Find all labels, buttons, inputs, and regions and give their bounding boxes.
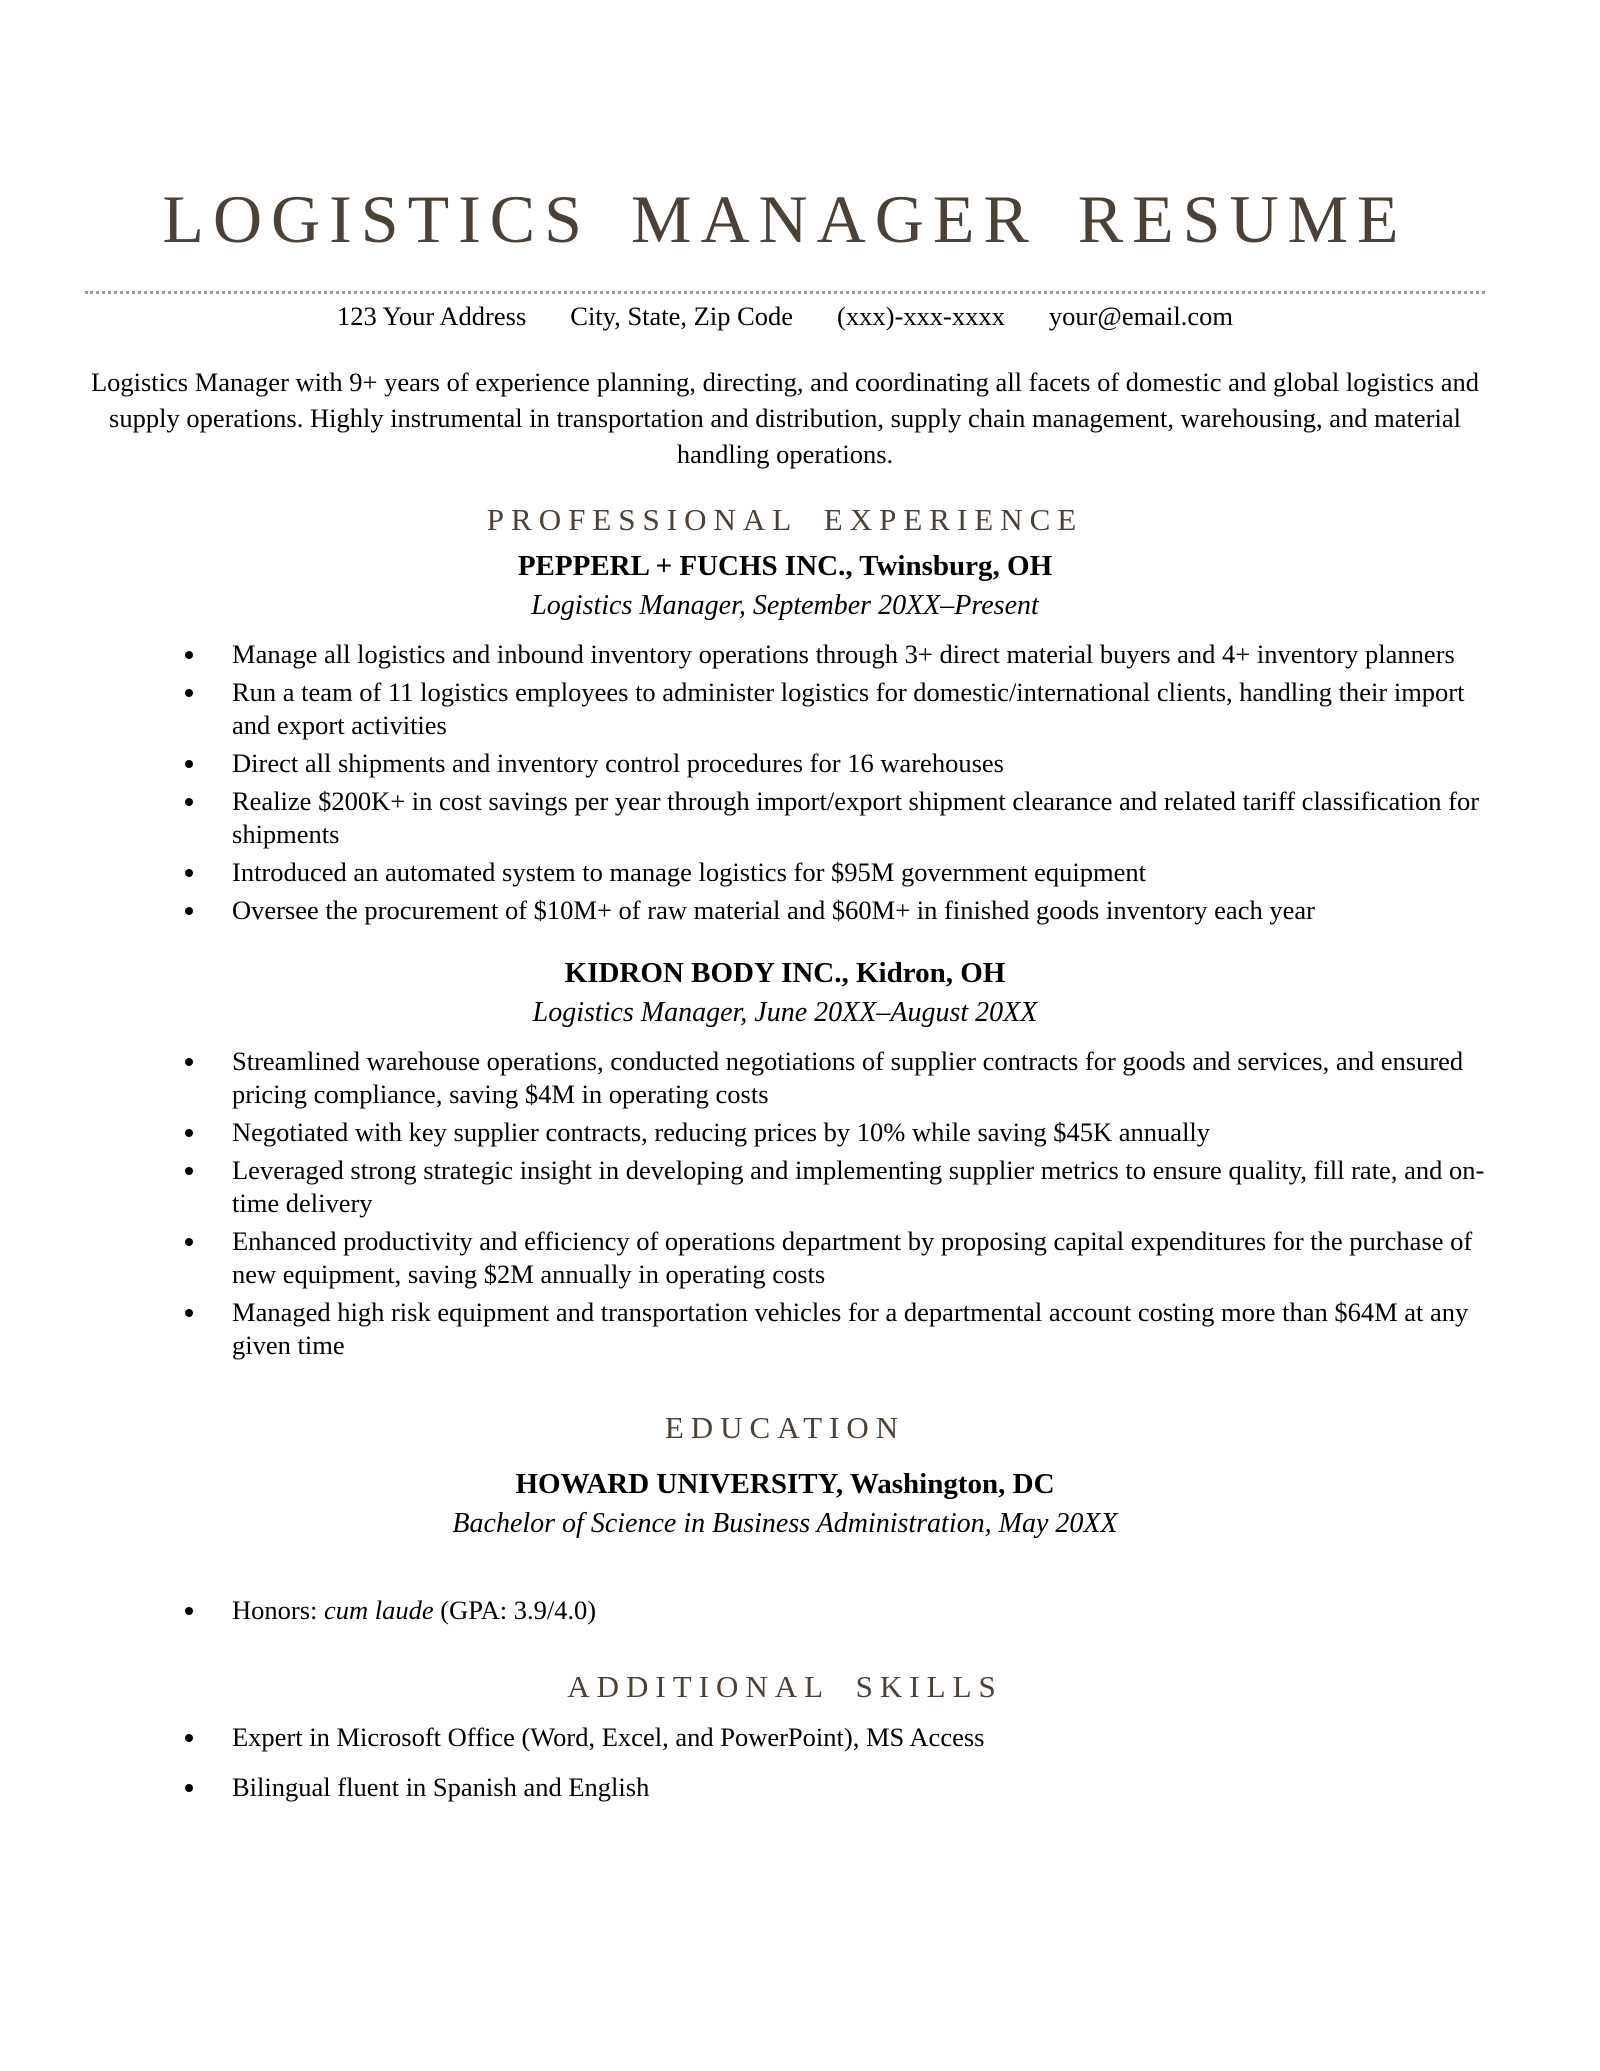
company-name: KIDRON BODY INC., Kidron, OH (564, 957, 1006, 989)
bullet-text: Managed high risk equipment and transportation vehicles for a departmental account costing more than $64M at any given time (232, 1297, 1469, 1360)
contact-address: 123 Your Address (337, 301, 527, 331)
contact-phone: (xxx)-xxx-xxxx (837, 301, 1005, 331)
degree-line: Bachelor of Science in Business Administration, May 20XX (452, 1508, 1118, 1539)
contact-email: your@email.com (1048, 301, 1233, 331)
bullet-item (185, 1296, 1485, 1362)
job-title-line: Logistics Manager, June 20XX–August 20XX (532, 997, 1038, 1028)
job-block (85, 548, 1485, 927)
school-name: HOWARD UNIVERSITY, Washington, DC (515, 1468, 1055, 1500)
bullet-dot-icon (185, 798, 193, 806)
bullet-text: Expert in Microsoft Office (Word, Excel, and PowerPoint), MS Access (232, 1722, 985, 1752)
bullet-dot-icon (185, 1734, 193, 1742)
bullet-item (185, 1594, 1485, 1627)
education-honors-list (185, 1594, 1485, 1627)
contact-city-state-zip: City, State, Zip Code (570, 301, 794, 331)
bullet-list (185, 1045, 1485, 1362)
bullet-dot-icon (185, 869, 193, 877)
bullet-text: Leveraged strong strategic insight in developing and implementing supplier metrics to ensure quality, fill rate, and on-time delivery (232, 1155, 1485, 1218)
honors-text (232, 1594, 596, 1627)
bullet-dot-icon (185, 1309, 193, 1317)
bullet-dot-icon (185, 1607, 193, 1615)
bullet-item (185, 785, 1485, 851)
bullet-dot-icon (185, 651, 193, 659)
bullet-dot-icon (185, 1058, 193, 1066)
header-divider (85, 291, 1485, 294)
bullet-text: Direct all shipments and inventory control procedures for 16 warehouses (232, 748, 1004, 778)
job-block (85, 955, 1485, 1362)
bullet-text: Run a team of 11 logistics employees to administer logistics for domestic/international clients, handling their import and export activities (232, 677, 1465, 740)
bullet-list (185, 1721, 1485, 1804)
bullet-item (185, 1771, 1485, 1804)
bullet-text: Bilingual fluent in Spanish and English (232, 1772, 650, 1802)
honors-prefix: Honors: (232, 1595, 325, 1625)
page-title: LOGISTICS MANAGER RESUME (162, 181, 1408, 257)
bullet-text: Oversee the procurement of $10M+ of raw material and $60M+ in finished goods inventory each year (232, 895, 1315, 925)
bullet-item (185, 894, 1485, 927)
bullet-text: Realize $200K+ in cost savings per year through import/export shipment clearance and related tariff classification for shipments (232, 786, 1480, 849)
bullet-text: Introduced an automated system to manage logistics for $95M government equipment (232, 857, 1147, 887)
honors-emphasis: cum laude (324, 1595, 434, 1625)
bullet-text: Streamlined warehouse operations, conducted negotiations of supplier contracts for goods and services, and ensured pricing compliance, saving $4M in operating costs (232, 1046, 1464, 1109)
section-heading-professional-experience: PROFESSIONAL EXPERIENCE (486, 502, 1084, 537)
honors-suffix: (GPA: 3.9/4.0) (433, 1595, 597, 1625)
bullet-dot-icon (185, 907, 193, 915)
section-heading-additional-skills: ADDITIONAL SKILLS (567, 1669, 1003, 1704)
contact-row (85, 300, 1485, 332)
experience-jobs (85, 548, 1485, 1362)
summary-paragraph: Logistics Manager with 9+ years of experience planning, directing, and coordinating all facets of domestic and global logistics and supply operations. Highly instrumental in transportation and distribution, supply chain management, warehousing, and material handling operations. (90, 367, 1480, 469)
skills-list-slot (85, 1721, 1485, 1804)
bullet-dot-icon (185, 760, 193, 768)
bullet-text: Negotiated with key supplier contracts, reducing prices by 10% while saving $45K annually (232, 1117, 1211, 1147)
bullet-dot-icon (185, 1167, 193, 1175)
bullet-text: Enhanced productivity and efficiency of operations department by proposing capital expenditures for the purchase of new equipment, saving $2M annually in operating costs (232, 1226, 1473, 1289)
bullet-item (185, 856, 1485, 889)
section-heading-education: EDUCATION (664, 1410, 906, 1445)
bullet-item (185, 638, 1485, 671)
company-name: PEPPERL + FUCHS INC., Twinsburg, OH (517, 550, 1053, 582)
bullet-list (185, 638, 1485, 927)
bullet-item (185, 676, 1485, 742)
bullet-item (185, 1045, 1485, 1111)
bullet-item (185, 1116, 1485, 1149)
bullet-dot-icon (185, 1129, 193, 1137)
bullet-item (185, 747, 1485, 780)
bullet-dot-icon (185, 1784, 193, 1792)
bullet-item (185, 1225, 1485, 1291)
bullet-dot-icon (185, 1238, 193, 1246)
bullet-dot-icon (185, 689, 193, 697)
bullet-item (185, 1721, 1485, 1754)
job-title-line: Logistics Manager, September 20XX–Present (531, 590, 1039, 621)
bullet-text: Manage all logistics and inbound inventory operations through 3+ direct material buyers and 4+ inventory planners (232, 639, 1455, 669)
bullet-item (185, 1154, 1485, 1220)
